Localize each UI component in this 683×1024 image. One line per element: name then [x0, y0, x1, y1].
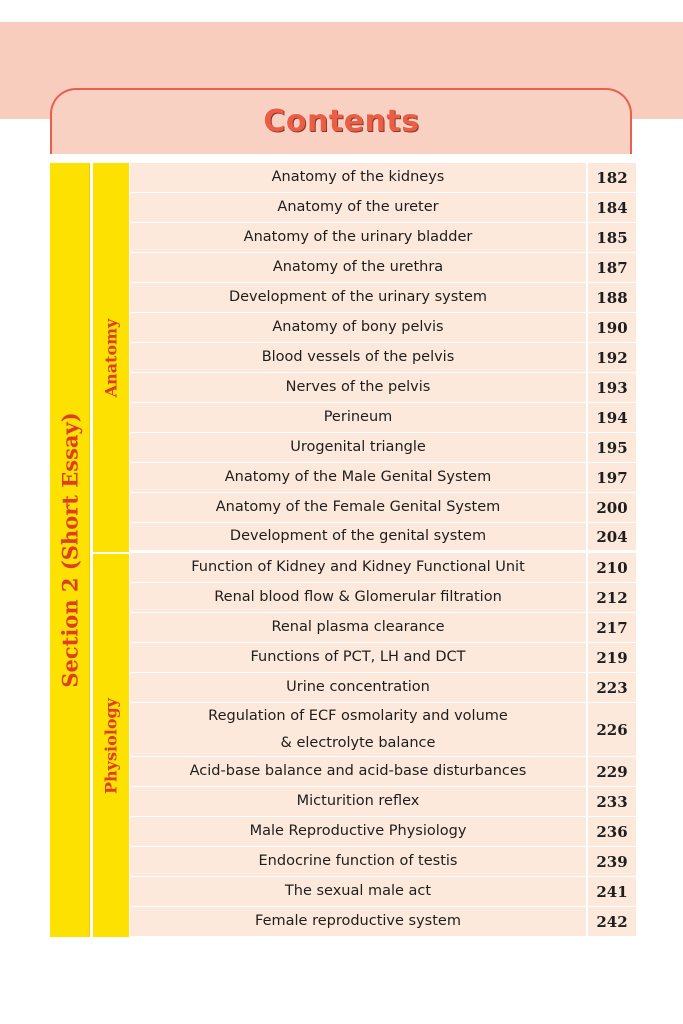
toc-page: 226 [588, 703, 636, 756]
toc-page: 233 [588, 787, 636, 816]
toc-topic: Endocrine function of testis [130, 847, 586, 876]
toc-row[interactable] [130, 313, 636, 343]
toc-row[interactable] [130, 907, 636, 937]
toc-page: 194 [588, 403, 636, 432]
toc-row[interactable] [130, 493, 636, 523]
toc-row[interactable] [130, 703, 636, 757]
toc-row[interactable] [130, 163, 636, 193]
toc-page: 197 [588, 463, 636, 492]
toc-page: 217 [588, 613, 636, 642]
toc-page: 219 [588, 643, 636, 672]
toc-page: 188 [588, 283, 636, 312]
toc-page: 212 [588, 583, 636, 612]
toc-row[interactable] [130, 343, 636, 373]
toc-page: 192 [588, 343, 636, 372]
toc-row[interactable] [130, 877, 636, 907]
toc-topic: Blood vessels of the pelvis [130, 343, 586, 372]
toc-topic: Renal blood flow & Glomerular filtration [130, 583, 586, 612]
toc-row[interactable] [130, 817, 636, 847]
toc-page: 204 [588, 523, 636, 550]
toc-topic: Anatomy of the ureter [130, 193, 586, 222]
toc-row[interactable] [130, 223, 636, 253]
toc-topic: Anatomy of the Male Genital System [130, 463, 586, 492]
toc-row[interactable] [130, 373, 636, 403]
toc-page: 236 [588, 817, 636, 846]
toc-row[interactable] [130, 847, 636, 877]
toc-topic: Development of the genital system [130, 523, 586, 550]
toc-topic: Female reproductive system [130, 907, 586, 936]
group-label-text: Physiology [101, 697, 121, 794]
toc-page: 195 [588, 433, 636, 462]
toc-row[interactable] [130, 583, 636, 613]
toc-row[interactable] [130, 283, 636, 313]
toc-topic-line1: Regulation of ECF osmolarity and volume [208, 707, 508, 724]
toc-page: 210 [588, 553, 636, 582]
group-band-physiology [93, 554, 129, 937]
toc-page: 184 [588, 193, 636, 222]
toc-row[interactable] [130, 613, 636, 643]
page-title: Contents [263, 104, 420, 139]
toc-topic: Renal plasma clearance [130, 613, 586, 642]
toc-row[interactable] [130, 253, 636, 283]
toc-topic: Urogenital triangle [130, 433, 586, 462]
toc-row[interactable] [130, 433, 636, 463]
toc-page: 185 [588, 223, 636, 252]
toc-topic: Perineum [130, 403, 586, 432]
toc-topic: Micturition reflex [130, 787, 586, 816]
toc-topic: Anatomy of bony pelvis [130, 313, 586, 342]
group-label [93, 554, 129, 937]
toc-page: 190 [588, 313, 636, 342]
section-label-text: Section 2 (Short Essay) [57, 412, 82, 688]
toc-topic: The sexual male act [130, 877, 586, 906]
toc-page: 182 [588, 163, 636, 192]
toc-page: 200 [588, 493, 636, 522]
toc-row[interactable] [130, 673, 636, 703]
toc-topic [130, 703, 586, 756]
toc-page: 187 [588, 253, 636, 282]
toc-row[interactable] [130, 463, 636, 493]
toc-page: 241 [588, 877, 636, 906]
group-band-anatomy [93, 163, 129, 552]
toc-row[interactable] [130, 403, 636, 433]
toc-topic: Functions of PCT, LH and DCT [130, 643, 586, 672]
toc-topic: Urine concentration [130, 673, 586, 702]
toc-row[interactable] [130, 757, 636, 787]
toc-topic: Anatomy of the Female Genital System [130, 493, 586, 522]
contents-table [130, 163, 636, 937]
toc-topic: Anatomy of the urethra [130, 253, 586, 282]
toc-row[interactable] [130, 523, 636, 553]
toc-topic: Male Reproductive Physiology [130, 817, 586, 846]
toc-topic: Function of Kidney and Kidney Functional Unit [130, 553, 586, 582]
toc-page: 242 [588, 907, 636, 936]
toc-row[interactable] [130, 643, 636, 673]
toc-topic: Nerves of the pelvis [130, 373, 586, 402]
toc-topic: Development of the urinary system [130, 283, 586, 312]
toc-page: 193 [588, 373, 636, 402]
group-label [93, 163, 129, 552]
toc-topic: Anatomy of the kidneys [130, 163, 586, 192]
section-label [50, 163, 89, 937]
toc-topic-line2: & electrolyte balance [280, 734, 436, 751]
toc-topic: Anatomy of the urinary bladder [130, 223, 586, 252]
toc-page: 239 [588, 847, 636, 876]
toc-page: 223 [588, 673, 636, 702]
toc-row[interactable] [130, 553, 636, 583]
group-label-text: Anatomy [101, 318, 121, 397]
toc-topic: Acid-base balance and acid-base disturbances [130, 757, 586, 786]
toc-row[interactable] [130, 787, 636, 817]
toc-row[interactable] [130, 193, 636, 223]
toc-page: 229 [588, 757, 636, 786]
